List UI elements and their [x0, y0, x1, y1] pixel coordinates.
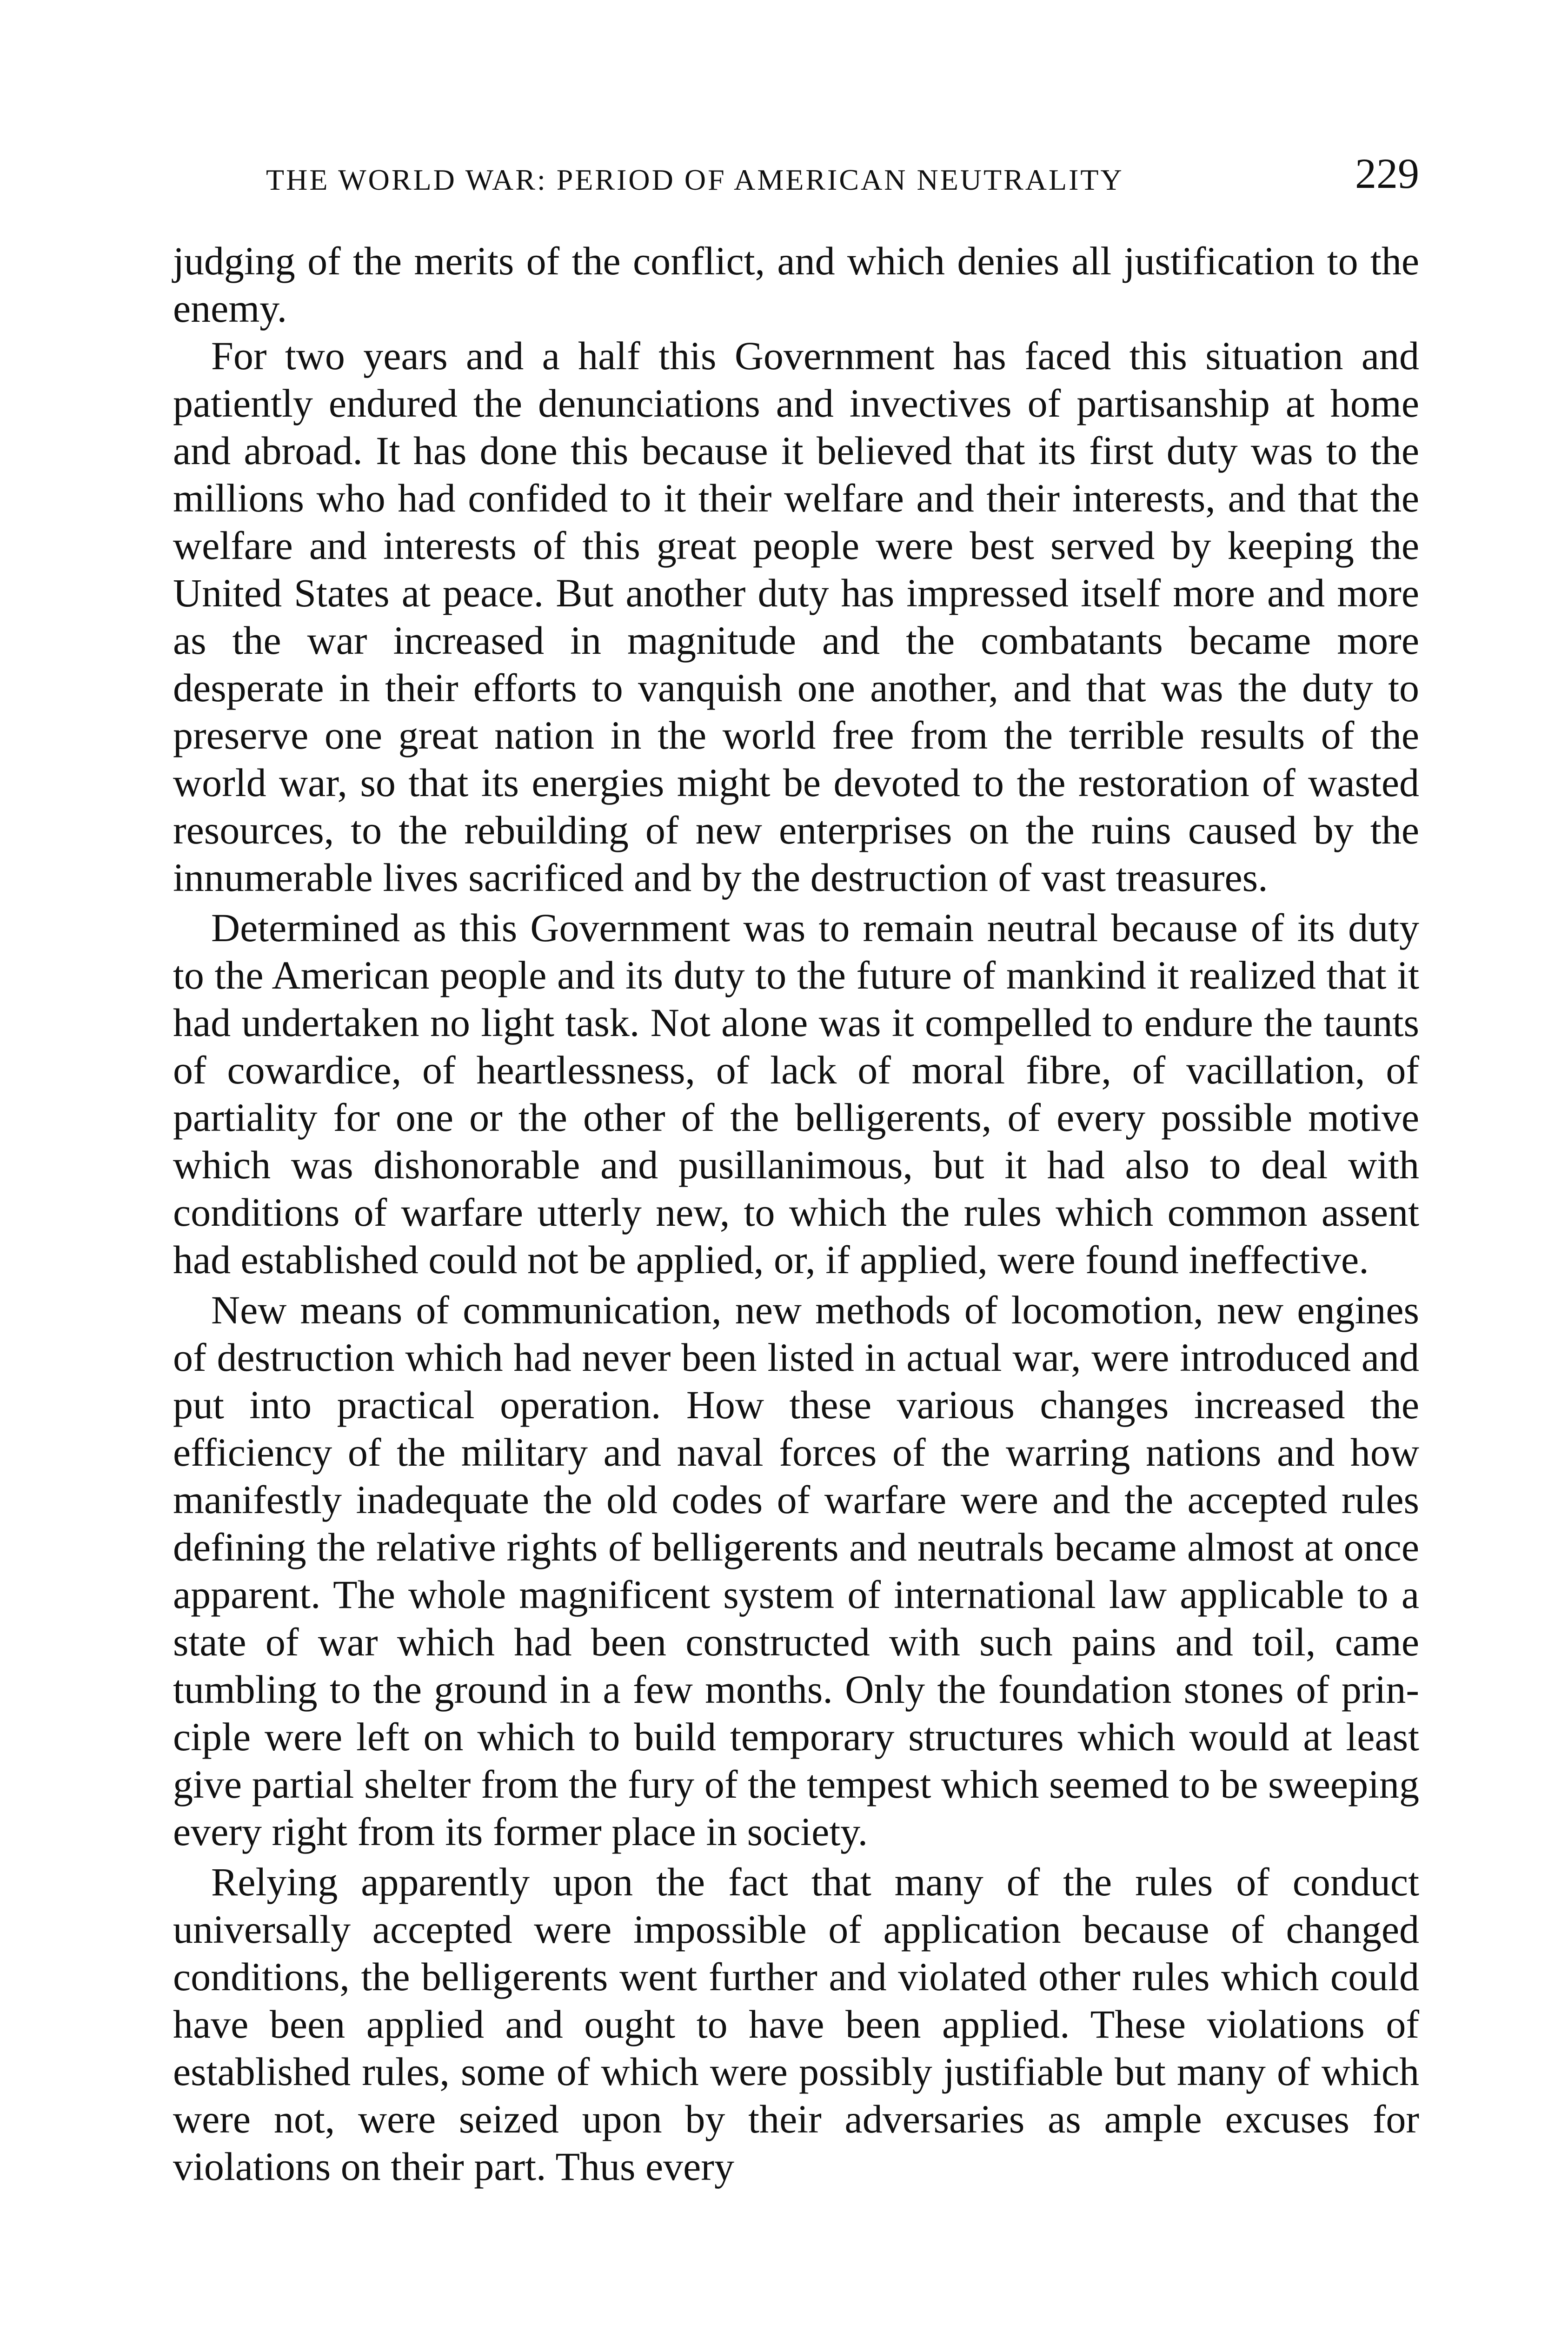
- paragraph: New means of communication, new methods of locomotion, new engines of destruction which had never been listed in actual war, were introduced and put into practical operation. How these various changes increased the efficiency of the military and naval forces of the warring nations and how manifestly inadequate the old codes of warfare were and the accepted rules defining the relative rights of belligerents and neutrals became almost at once apparent. The whole magnificent system of international law applicable to a state of war which had been constructed with such pains and toil, came tumbling to the ground in a few months. Only the foundation stones of principle were left on which to build temporary structures which would at least give partial shelter from the fury of the tempest which seemed to be sweeping every right from its former place in society.: [173, 1288, 1419, 1854]
- body-text: [173, 237, 1419, 2190]
- paragraph: For two years and a half this Government has faced this situation and patiently endured the denunciations and invectives of partisanship at home and abroad. It has done this because it believed that its first duty was to the millions who had confided to it their welfare and their interests, and that the welfare and interests of this great people were best served by keeping the United States at peace. But another duty has impressed itself more and more as the war increased in magnitude and the combatants became more desperate in their efforts to vanquish one another, and that was the duty to preserve one great nation in the world free from the terrible results of the world war, so that its energies might be devoted to the restoration of wasted resources, to the rebuilding of new enterprises on the ruins caused by the innumerable lives sacrificed and by the destruction of vast treasures.: [173, 333, 1419, 900]
- document-page: [173, 0, 1419, 2325]
- running-head: [173, 149, 1419, 205]
- paragraph-continuation: judging of the merits of the conflict, and which denies all justification to the enemy.: [173, 239, 1419, 331]
- paragraph: Relying apparently upon the fact that many of the rules of conduct universally accepted were impossible of application because of changed conditions, the belligerents went further and violated other rules which could have been applied and ought to have been applied. These violations of established rules, some of which were possibly justifiable but many of which were not, were seized upon by their adversaries as ample excuses for violations on their part. Thus every: [173, 1860, 1419, 2189]
- running-title: THE WORLD WAR: PERIOD OF AMERICAN NEUTRALITY: [266, 163, 1124, 196]
- paragraph: Determined as this Government was to remain neutral because of its duty to the American people and its duty to the future of mankind it realized that it had undertaken no light task. Not alone was it compelled to endure the taunts of cowardice, of heartlessness, of lack of moral fibre, of vacillation, of partiality for one or the other of the belligerents, of every possible motive which was dishonorable and pusillanimous, but it had also to deal with conditions of warfare utterly new, to which the rules which common assent had established could not be applied, or, if applied, were found ineffective.: [173, 905, 1419, 1282]
- page-number: 229: [1355, 150, 1419, 197]
